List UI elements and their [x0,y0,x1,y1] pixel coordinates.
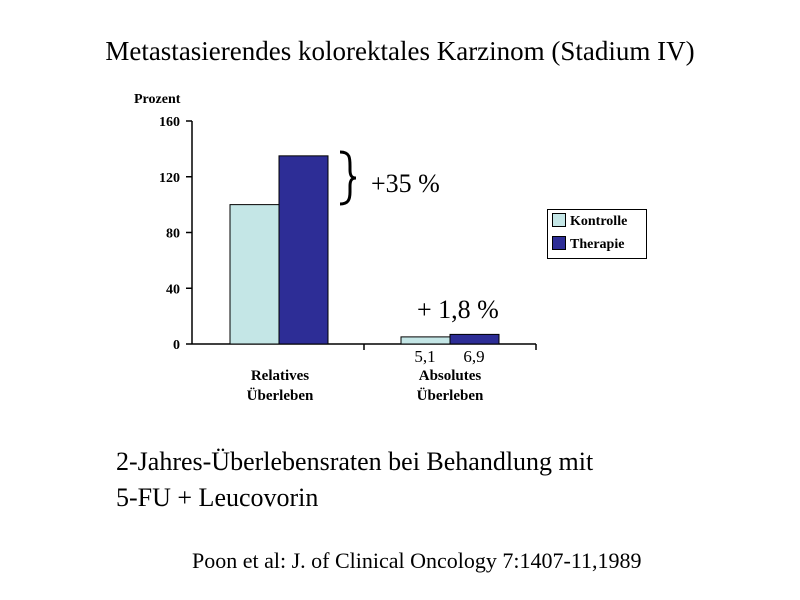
bar-therapie-2 [450,334,499,344]
y-tick-label: 120 [159,170,180,186]
annotation-absolute: + 1,8 % [417,295,499,324]
slide-title: Metastasierendes kolorektales Karzinom (Stadium IV) [105,36,695,66]
data-label: 5,1 [414,347,436,366]
x-category-label: Überleben [246,388,314,404]
citation: Poon et al: J. of Clinical Oncology 7:1407-11,1989 [192,548,642,573]
legend-label-therapie: Therapie [570,237,625,252]
y-tick-label: 0 [173,338,180,353]
legend-item-kontrolle [552,212,627,232]
data-label: 6,9 [463,347,485,366]
chart-legend [547,209,647,259]
legend-item-therapie [552,235,624,255]
y-axis-label: Prozent [134,92,181,107]
y-tick-label: 40 [166,282,180,298]
y-tick-label: 80 [166,226,180,242]
legend-label-kontrolle: Kontrolle [570,214,628,229]
bar-kontrolle-1 [230,205,279,344]
subtitle-line-2: 5-FU + Leucovorin [116,483,319,512]
bar-therapie-1 [279,156,328,344]
slide-subtitle [116,444,593,516]
legend-swatch-therapie [552,236,566,250]
x-category-label: Absolutes [418,368,482,384]
brace-icon [340,152,356,204]
x-category-label: Überleben [416,388,484,404]
subtitle-line-1: 2-Jahres-Überlebensraten bei Behandlung mit [116,447,594,476]
x-category-label: Relatives [250,368,310,384]
annotation-relative: +35 % [371,169,440,198]
y-tick-label: 160 [159,115,180,130]
bar-kontrolle-2 [401,337,450,344]
legend-swatch-kontrolle [552,213,566,227]
